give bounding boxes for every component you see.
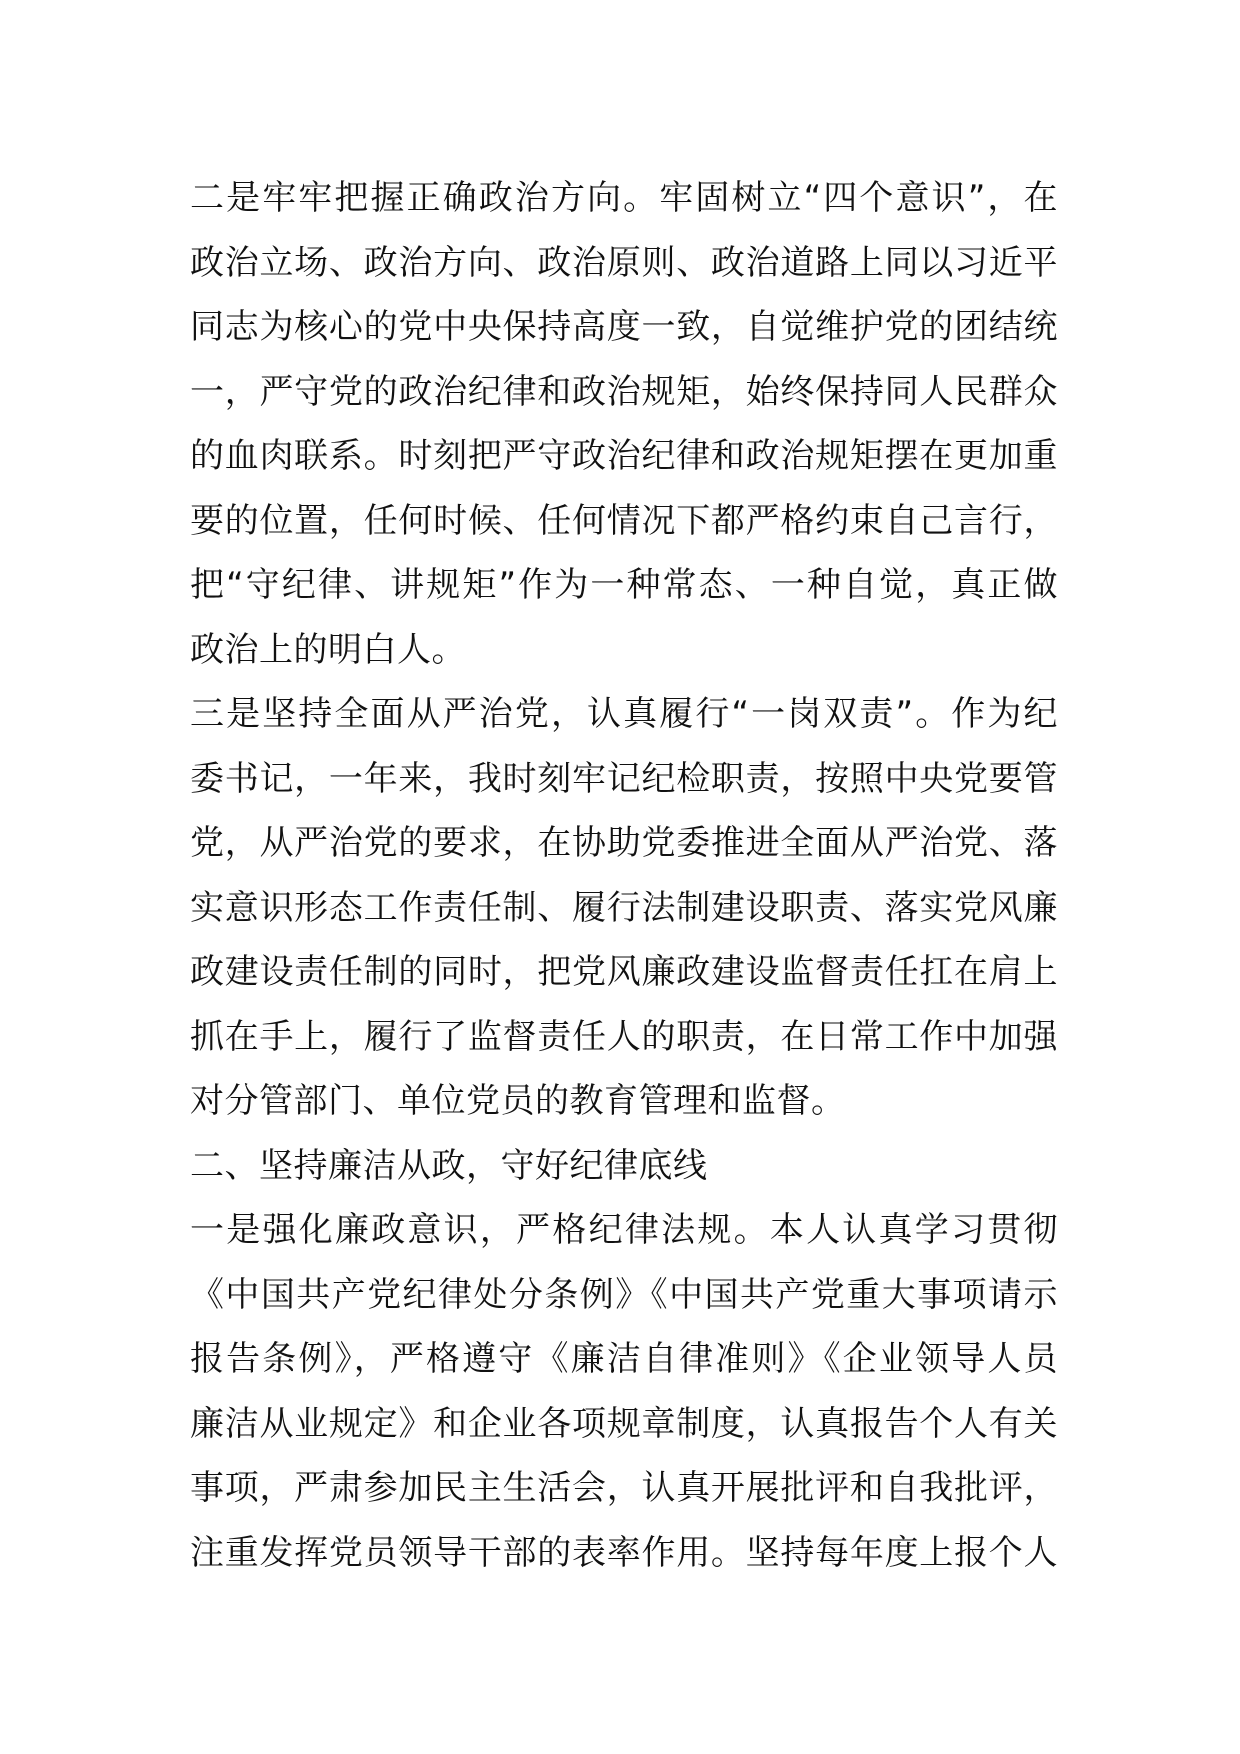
- text-line: 一，严守党的政治纪律和政治规矩，始终保持同人民群众: [190, 371, 1058, 412]
- section-heading: 二、坚持廉洁从政，守好纪律底线: [190, 1145, 708, 1186]
- text-line: 政建设责任制的同时，把党风廉政建设监督责任扛在肩上: [190, 952, 1058, 992]
- text-line: 同志为核心的党中央保持高度一致，自觉维护党的团结统: [190, 307, 1058, 347]
- text-line: 抓在手上，履行了监督责任人的职责，在日常工作中加强: [190, 1016, 1058, 1057]
- text-line: 一是强化廉政意识，严格纪律法规。本人认真学习贯彻: [190, 1210, 1058, 1250]
- text-line: 政治上的明白人。: [190, 629, 466, 670]
- text-line: 《中国共产党纪律处分条例》《中国共产党重大事项请示: [190, 1274, 1058, 1315]
- text-line: 廉洁从业规定》和企业各项规章制度，认真报告个人有关: [190, 1403, 1058, 1444]
- text-line: 注重发挥党员领导干部的表率作用。坚持每年度上报个人: [190, 1532, 1058, 1573]
- text-line: 把“守纪律、讲规矩”作为一种常态、一种自觉，真正做: [190, 565, 1058, 605]
- text-line: 党，从严治党的要求，在协助党委推进全面从严治党、落: [190, 823, 1058, 863]
- text-line: 政治立场、政治方向、政治原则、政治道路上同以习近平: [190, 242, 1058, 283]
- text-line: 事项，严肃参加民主生活会，认真开展批评和自我批评，: [190, 1468, 1058, 1508]
- text-line: 报告条例》，严格遵守《廉洁自律准则》《企业领导人员: [190, 1339, 1058, 1379]
- text-line: 三是坚持全面从严治党，认真履行“一岗双责”。作为纪: [190, 694, 1058, 734]
- text-line: 对分管部门、单位党员的教育管理和监督。: [190, 1081, 846, 1121]
- text-line: 委书记，一年来，我时刻牢记纪检职责，按照中央党要管: [190, 758, 1058, 799]
- document-body: [190, 166, 1058, 1585]
- text-line: 要的位置，任何时候、任何情况下都严格约束自己言行，: [190, 500, 1058, 541]
- text-line: 的血肉联系。时刻把严守政治纪律和政治规矩摆在更加重: [190, 436, 1058, 476]
- text-line: 实意识形态工作责任制、履行法制建设职责、落实党风廉: [190, 887, 1058, 928]
- text-line: 二是牢牢把握正确政治方向。牢固树立“四个意识”，在: [190, 178, 1058, 218]
